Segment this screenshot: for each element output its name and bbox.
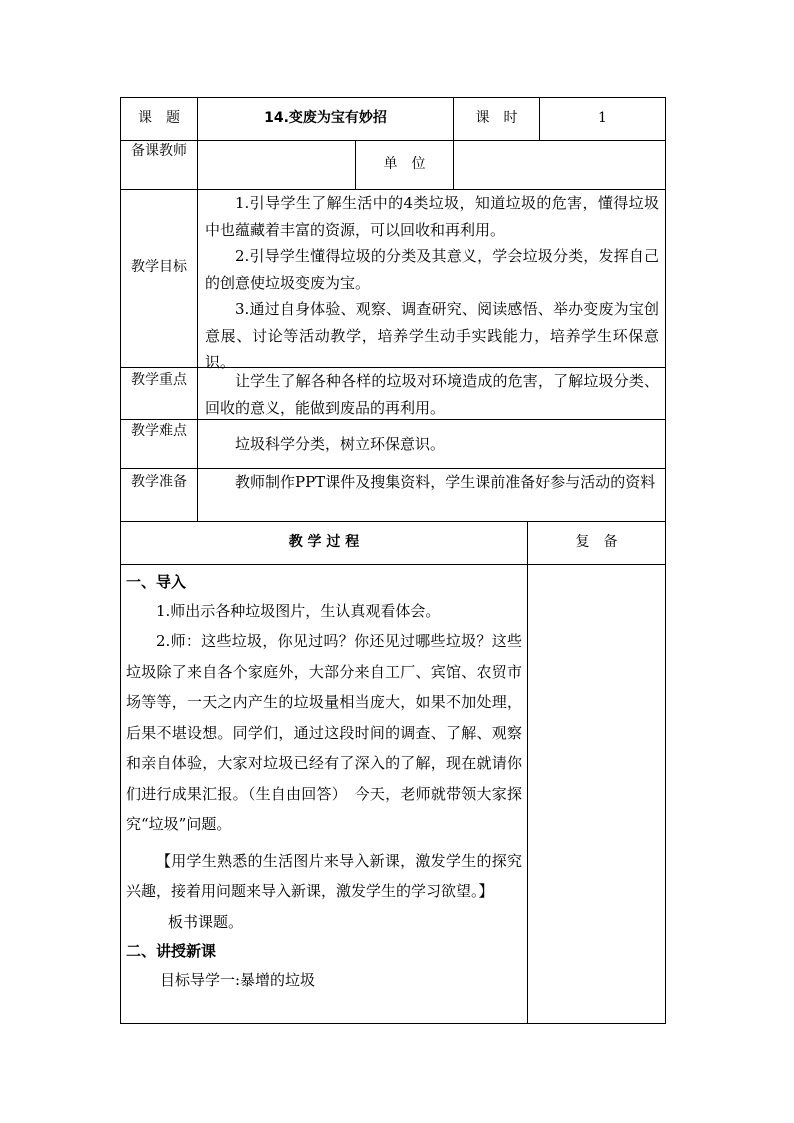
difficulties-label: 教学难点 [131,423,187,439]
unit-label: 单 位 [383,156,426,172]
goals-content [205,190,659,376]
preparation-text: 教师制作PPT课件及搜集资料，学生课前准备好参与活动的资料 [235,473,656,491]
goals-label: 教学目标 [131,259,187,275]
teacher-label: 备课教师 [131,143,187,159]
rule [120,1023,666,1024]
rule [120,97,121,1024]
rule [120,564,666,565]
notes-header: 复 备 [575,534,618,550]
goal-item: 2.引导学生懂得垃圾的分类及其意义，学会垃圾分类，发挥自己的创意使垃圾变废为宝。 [205,247,659,292]
goal-item: 1.引导学生了解生活中的4类垃圾，知道垃圾的危害，懂得垃圾中也蕴藏着丰富的资源，可以回收和再利用。 [205,194,659,239]
lesson-title: 14.变废为宝有妙招 [264,110,387,126]
preparation-label: 教学准备 [131,474,187,490]
key-points-label: 教学重点 [131,372,187,388]
goal-item: 3.通过自身体验、观察、调查研究、阅读感悟、举办变废为宝创意展、讨论等活动教学，培养学生动手实践能力，培养学生环保意识。 [205,300,659,371]
paragraph: 目标导学一:暴增的垃圾 [160,970,316,989]
topic-label: 课 题 [138,110,180,126]
rule [665,97,666,1024]
rule [120,521,666,522]
rule [120,140,666,141]
section-title: 二、讲授新课 [126,941,217,960]
hours-value: 1 [598,110,607,126]
rule [527,521,528,1024]
rule [197,97,198,521]
process-header: 教 学 过 程 [288,534,360,550]
design-note: 【用学生熟悉的生活图片来导入新课，激发学生的探究兴趣，接着用问题来导入新课，激发学生的学习欲望。】 [126,851,522,900]
paragraph: 板书课题。 [168,912,244,931]
key-points-text: 让学生了解各种各样的垃圾对环境造成的危害，了解垃圾分类、回收的意义，能做到废品的再利用。 [205,372,659,417]
rule [120,97,666,98]
paragraph: 2.师：这些垃圾，你见过吗？你还见过哪些垃圾？这些垃圾除了来自各个家庭外，大部分来自工厂、宾馆、农贸市场等等，一天之内产生的垃圾量相当庞大，如果不加处理，后果不堪设想。同学们，通过这段时间的调查、了解、观察和亲自体验，大家对垃圾已经有了深入的了解，现在就请你们进行成果汇报。（生自由回答） 今天，老师就带领大家探究“垃圾”问题。 [126,632,522,833]
paragraph: 1.师出示各种垃圾图片，生认真观看体会。 [156,602,441,620]
difficulties-text: 垃圾科学分类，树立环保意识。 [235,435,446,453]
section-title: 一、导入 [126,573,187,591]
hours-label: 课 时 [475,110,518,126]
process-content [126,568,522,995]
